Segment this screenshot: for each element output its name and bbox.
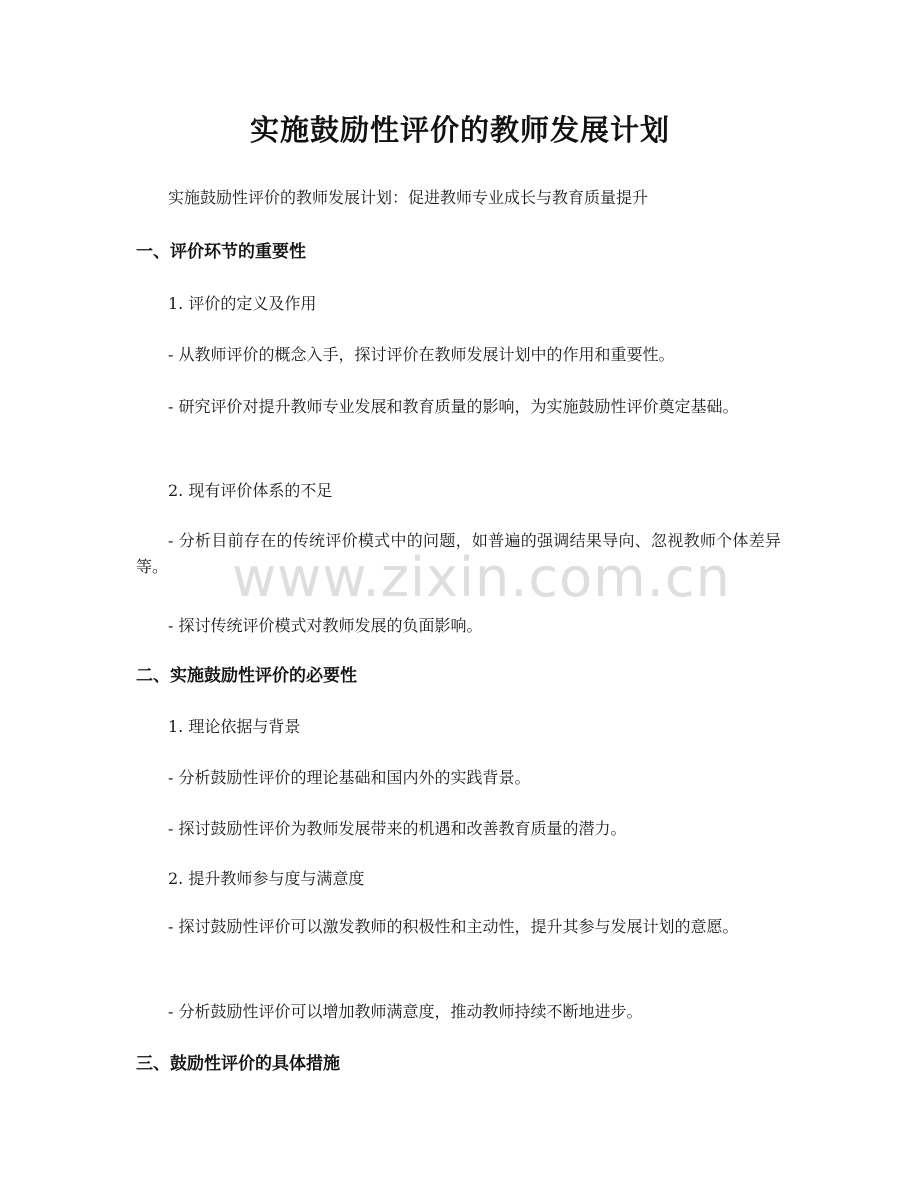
subsection-title: 1. 理论依据与背景	[168, 717, 301, 736]
subsection-title: 2. 提升教师参与度与满意度	[168, 869, 365, 888]
document-title: 实施鼓励性评价的教师发展计划	[249, 113, 670, 147]
list-item: - 分析目前存在的传统评价模式中的问题，如普遍的强调结果导向、忽视教师个体差异等。	[136, 531, 781, 576]
list-item: - 探讨鼓励性评价可以激发教师的积极性和主动性，提升其参与发展计划的意愿。	[168, 917, 739, 936]
section-heading: 三、鼓励性评价的具体措施	[136, 1054, 340, 1074]
list-item: - 从教师评价的概念入手，探讨评价在教师发展计划中的作用和重要性。	[168, 345, 675, 364]
section-heading: 一、评价环节的重要性	[136, 242, 306, 262]
list-item: - 探讨传统评价模式对教师发展的负面影响。	[168, 616, 483, 635]
watermark-text: www.zixin.com.cn	[232, 546, 731, 609]
list-item: - 分析鼓励性评价可以增加教师满意度，推动教师持续不断地进步。	[168, 1002, 643, 1021]
list-item: - 研究评价对提升教师专业发展和教育质量的影响，为实施鼓励性评价奠定基础。	[168, 397, 739, 416]
subsection-title: 2. 现有评价体系的不足	[168, 481, 333, 500]
subsection-title: 1. 评价的定义及作用	[168, 294, 317, 313]
list-item: - 分析鼓励性评价的理论基础和国内外的实践背景。	[168, 768, 531, 787]
section-heading: 二、实施鼓励性评价的必要性	[136, 666, 357, 686]
list-item: - 探讨鼓励性评价为教师发展带来的机遇和改善教育质量的潜力。	[168, 819, 627, 838]
document-subtitle: 实施鼓励性评价的教师发展计划：促进教师专业成长与教育质量提升	[168, 188, 649, 207]
